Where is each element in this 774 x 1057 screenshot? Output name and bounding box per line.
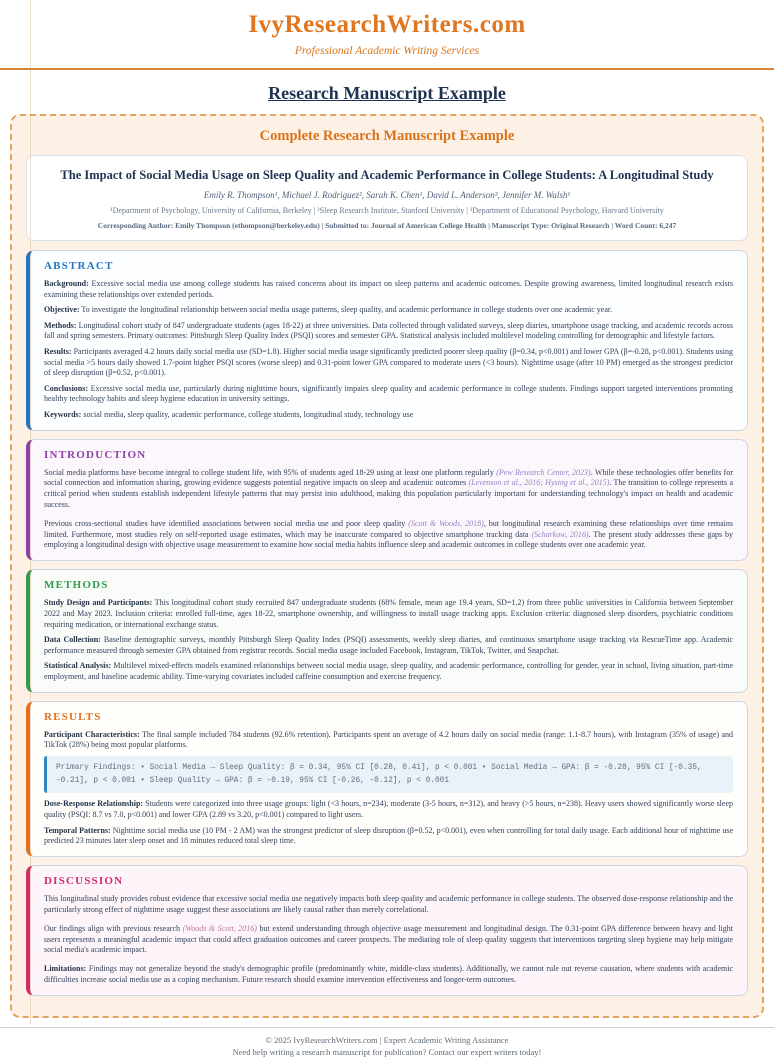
abstract-objective: [44, 305, 733, 316]
methods-design-label: Study Design and Participants:: [44, 598, 153, 608]
abstract-keywords: [44, 410, 733, 421]
page-title: Research Manuscript Example: [268, 83, 506, 103]
abstract-keywords-text: social media, sleep quality, academic performance, college students, longitudinal study, technology use: [83, 409, 414, 419]
methods-heading: METHODS: [44, 579, 109, 592]
discussion-paragraph-1: This longitudinal study provides robust evidence that excessive social media use negatively impacts both sleep quality and academic performance in college students. The observed dose-response relationship and the particularly strong effect of nighttime usage suggest these associations are likely causal rather than merely correlational.: [44, 894, 733, 914]
introduction-paragraph-2: Previous cross-sectional studies have identified associations between social media use and poor sleep quality (Scott & Woods, 2018), but longitudinal research examining these relationships over time remains limited. Furthermore, most studies rely on self-reported usage estimates, which may be inaccurate compared to objective smartphone tracking data (Scharkow, 2016). The present study addresses these gaps by employing a longitudinal design with objective usage measurement to examine how social media habits influence sleep and academic outcomes in college students over one academic year.: [44, 518, 733, 550]
manuscript-example-container: [10, 114, 764, 1018]
primary-findings-block: Primary Findings: • Social Media → Sleep Quality: β = 0.34, 95% CI [0.28, 0.41], p < 0.001 • Social Media → GPA: β = -0.28, 95% CI [-0.35, -0.21], p < 0.001 • Sleep Quality → GPA: β = -0.19, 95% CI [-0.26, -0.12], p < 0.001: [44, 756, 733, 794]
methods-statistical-analysis: [44, 661, 733, 683]
results-dose-response-label: Dose-Response Relationship:: [44, 799, 144, 809]
methods-design: [44, 598, 733, 630]
results-temporal: [44, 826, 733, 848]
section-methods: [26, 569, 748, 693]
methods-statistical-analysis-label: Statistical Analysis:: [44, 661, 112, 671]
abstract-methods-label: Methods:: [44, 320, 77, 330]
manuscript-authors: Emily R. Thompson¹, Michael J. Rodriguez², Sarah K. Chen¹, David L. Anderson³, Jennifer M. Walsh¹: [203, 190, 571, 201]
container-title: Complete Research Manuscript Example: [259, 128, 515, 144]
discussion-limitations: Limitations: Findings may not generalize beyond the study's demographic profile (predominantly white, middle-class students). Additionally, we cannot rule out reverse causation, where students with academic difficulties increase social media use as a coping mechanism. Future research should examine intervention effectiveness and longer-term outcomes.: [44, 964, 733, 984]
abstract-background: [44, 279, 733, 301]
site-header: [0, 0, 774, 57]
abstract-methods-text: Longitudinal cohort study of 847 undergraduate students (ages 18-22) at three universities. Data collected through validated surveys, sleep diaries, smartphone usage tracking, and academic records across fall and spring semesters. Primary outcomes: Pittsburgh Sleep Quality Index (PSQI) scores and semester GPA. Statistical analysis included multilevel modeling controlling for demographic and lifestyle factors.: [44, 320, 733, 341]
methods-data-collection: [44, 635, 733, 657]
site-tagline: Professional Academic Writing Services: [294, 45, 480, 57]
results-participants-label: Participant Characteristics:: [44, 729, 140, 739]
abstract-results: [44, 347, 733, 379]
abstract-conclusions-label: Conclusions:: [44, 383, 89, 393]
introduction-heading: INTRODUCTION: [44, 448, 147, 461]
abstract-heading: ABSTRACT: [44, 260, 114, 273]
site-title: IvyResearchWriters.com: [248, 11, 526, 38]
manuscript-meta: Corresponding Author: Emily Thompson (ethompson@berkeley.edu) | Submitted to: Journal of American College Health | Manuscript Type: Original Research | Word Count: 6,247: [97, 221, 677, 231]
methods-statistical-analysis-text: Multilevel mixed-effects models examined relationships between social media usage, sleep quality, and academic performance, controlling for gender, year in school, living situation, part-time employment, and baseline academic ability. Time-varying covariates included caffeine consumption and exercise frequency.: [44, 661, 733, 681]
manuscript-title: The Impact of Social Media Usage on Sleep Quality and Academic Performance in College Students: A Longitudinal Study: [60, 168, 714, 182]
introduction-paragraph-1: Social media platforms have become integral to college student life, with 95% of students aged 18-29 using at least one platform regularly (Pew Research Center, 2023). While these technologies offer benefits for social connection and information sharing, growing evidence suggests potential negative impacts on sleep and academic outcomes (Levenson et al., 2016; Hysing et al., 2015). The transition to college represents a critical period when students establish independent lifestyle patterns that may persist into adulthood, making this population particularly important for understanding technology's impact on health and academic success.: [44, 467, 734, 509]
methods-data-collection-text: Baseline demographic surveys, monthly Pittsburgh Sleep Quality Index (PSQI) assessments, weekly sleep diaries, and continuous smartphone usage tracking via RescueTime app. Academic performance measured through semester GPA obtained from registrar records. Social media usage included Facebook, Instagram, TikTok, Twitter, and Snapchat.: [44, 634, 734, 655]
results-participants-text: The final sample included 784 students (92.6% retention). Participants spent an average of 4.2 hours daily on social media (range: 1.1-8.7 hours), with Instagram (35% of usage) and TikTok (28%) being most popular platforms.: [44, 729, 734, 750]
manuscript-affiliations: ¹Department of Psychology, University of California, Berkeley | ²Sleep Research Institute, Stanford University | ³Department of Educational Psychology, Harvard University: [110, 206, 664, 216]
abstract-objective-text: To investigate the longitudinal relationship between social media usage patterns, sleep quality, and academic performance in college students over one academic year.: [81, 305, 613, 315]
abstract-methods: [44, 321, 733, 343]
footer-divider: [0, 1027, 774, 1028]
methods-design-text: This longitudinal cohort study recruited 847 undergraduate students (68% female, mean age 19.4 years, SD=1.2) from three public universities in California between September 2022 and May 2023. Inclusion criteria: enrolled full-time, ages 18-22, smartphone ownership, and willingness to install usage tracking apps. Exclusion criteria: diagnosed sleep disorders, psychiatric conditions requiring medication, or international exchange status.: [44, 598, 734, 629]
section-introduction: [26, 439, 748, 562]
abstract-conclusions-text: Excessive social media use, particularly during nighttime hours, significantly impairs sleep quality and academic performance in college students. Findings support targeted interventions promoting healthy technology habits and sleep hygiene education in university settings.: [44, 383, 734, 404]
section-abstract: [26, 250, 748, 430]
results-dose-response: [44, 799, 733, 821]
abstract-keywords-label: Keywords:: [44, 409, 82, 419]
abstract-background-label: Background:: [44, 279, 89, 289]
section-discussion: [26, 865, 748, 996]
manuscript-title-card: [26, 155, 748, 241]
results-participants: [44, 730, 733, 752]
abstract-objective-label: Objective:: [44, 305, 80, 315]
abstract-results-label: Results:: [44, 346, 72, 356]
abstract-conclusions: [44, 384, 733, 406]
section-results: [26, 701, 748, 858]
footer-cta: Need help writing a research manuscript for publication? Contact our expert writers today!: [232, 1047, 542, 1057]
abstract-results-text: Participants averaged 4.2 hours daily social media use (SD=1.8). Higher social media usage significantly predicted poorer sleep quality (β=0.34, p<0.001) and lower GPA (β=-0.28, p<0.001). Students using social media >5 hours daily showed 1.7-point higher PSQI scores (worse sleep) and 0.31-point lower GPA compared to moderate users (<3 hours). Nighttime usage (after 10 PM) emerged as the strongest predictor of sleep disruption (β=0.52, p<0.001).: [44, 346, 733, 378]
discussion-heading: DISCUSSION: [44, 875, 124, 888]
discussion-paragraph-2: Our findings align with previous research (Woods & Scott, 2016) but extend understanding through objective usage measurement and longitudinal design. The 0.31-point GPA difference between heavy and light users represents a meaningful academic impact that could affect graduation outcomes and career prospects. The mediating role of sleep quality suggests that interventions targeting sleep hygiene may help mitigate social media's academic impact.: [44, 923, 734, 955]
methods-data-collection-label: Data Collection:: [44, 634, 101, 644]
abstract-background-text: Excessive social media use among college students has raised concerns about its impact on sleep patterns and academic outcomes. Despite growing awareness, limited longitudinal research exists examining these relationships over extended periods.: [44, 279, 733, 300]
results-heading: RESULTS: [44, 710, 102, 723]
results-dose-response-text: Students were categorized into three usage groups: light (<3 hours, n=234), moderate (3-5 hours, n=312), and heavy (>5 hours, n=238). Heavy users showed significantly worse sleep quality (PSQI: 8.7 vs 7.0, p<0.001) and lower GPA (2.89 vs 3.20, p<0.001) compared to light users.: [44, 799, 734, 820]
site-footer: [0, 1035, 774, 1057]
footer-copyright: © 2025 IvyResearchWriters.com | Expert Academic Writing Assistance: [265, 1034, 509, 1045]
header-divider: [0, 68, 774, 70]
results-temporal-text: Nighttime social media use (10 PM - 2 AM) was the strongest predictor of sleep disruption (β=0.52, p<0.001), even when controlling for total daily usage. Each additional hour of nighttime use predicted 23 minutes later sleep onset and 18 minutes reduced total sleep time.: [44, 825, 733, 846]
results-temporal-label: Temporal Patterns:: [44, 825, 111, 835]
